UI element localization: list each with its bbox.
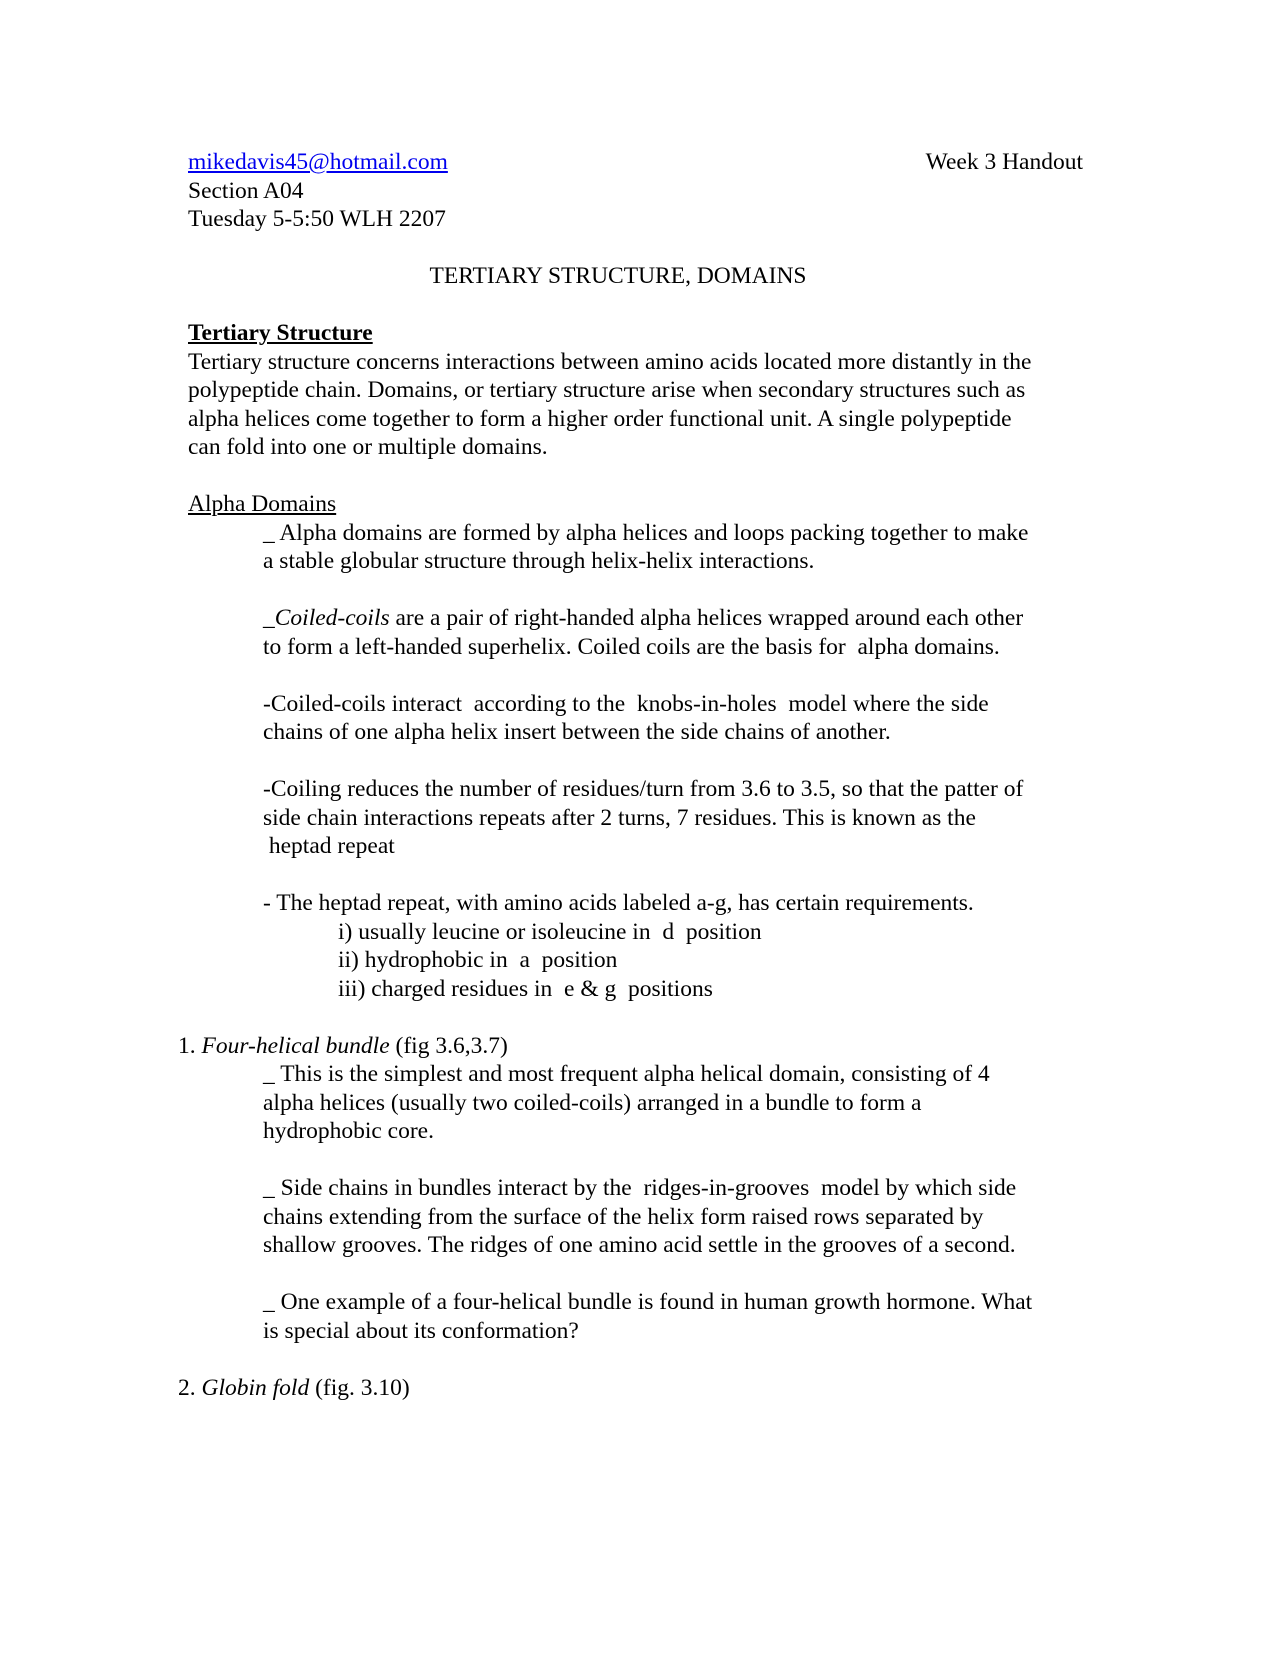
tertiary-paragraph bbox=[188, 348, 1088, 462]
text-line: can fold into one or multiple domains. bbox=[188, 434, 548, 460]
section-label: Section A04 bbox=[188, 177, 304, 204]
figure-ref: (fig. 3.10) bbox=[309, 1374, 410, 1401]
text-line: _ Side chains in bundles interact by the ridges-in-grooves model by which side bbox=[263, 1175, 1017, 1201]
text-line: Tertiary structure concerns interactions between amino acids located more distantly in the bbox=[188, 348, 1032, 375]
text-line: _ This is the simplest and most frequent alpha helical domain, consisting of 4 bbox=[263, 1061, 990, 1087]
globin-name: Globin fold bbox=[201, 1374, 310, 1401]
text-line: a stable globular structure through helix-helix interactions. bbox=[263, 548, 815, 574]
four-helical-point-1 bbox=[188, 1060, 1073, 1146]
globin-heading bbox=[178, 1374, 1088, 1403]
text-line: is special about its conformation? bbox=[263, 1317, 579, 1344]
item-number: 1. bbox=[178, 1032, 202, 1059]
alpha-point-coiling bbox=[188, 775, 1073, 861]
week-label: Week 3 Handout bbox=[925, 149, 1083, 175]
tertiary-heading: Tertiary Structure bbox=[188, 320, 373, 346]
text-line: alpha helices come together to form a higher order functional unit. A single polypeptide bbox=[188, 405, 1012, 432]
four-helical-point-3 bbox=[188, 1288, 1073, 1345]
requirement-item: i) usually leucine or isoleucine in d position bbox=[338, 918, 762, 945]
bullet-prefix: _ bbox=[263, 605, 275, 631]
four-helical-point-2 bbox=[188, 1174, 1073, 1260]
requirement-item: ii) hydrophobic in a position bbox=[338, 947, 618, 973]
page-title: TERTIARY STRUCTURE, DOMAINS bbox=[429, 262, 807, 289]
time-location: Tuesday 5-5:50 WLH 2207 bbox=[188, 206, 446, 232]
text-line bbox=[263, 604, 1073, 633]
text-line: heptad repeat bbox=[263, 833, 395, 859]
alpha-heading: Alpha Domains bbox=[188, 491, 337, 517]
alpha-point-1 bbox=[188, 519, 1073, 576]
alpha-point-heptad bbox=[188, 889, 1073, 1003]
four-helical-heading bbox=[178, 1032, 1088, 1061]
text-line: - The heptad repeat, with amino acids labeled a-g, has certain requirements. bbox=[263, 890, 974, 916]
text-line: side chain interactions repeats after 2 turns, 7 residues. This is known as the bbox=[263, 804, 976, 831]
text-line: -Coiled-coils interact according to the knobs-in-holes model where the side bbox=[263, 690, 989, 717]
text-line: to form a left-handed superhelix. Coiled coils are the basis for alpha domains. bbox=[263, 633, 1000, 660]
text-line: _ Alpha domains are formed by alpha helices and loops packing together to make bbox=[263, 519, 1029, 546]
text-line: -Coiling reduces the number of residues/turn from 3.6 to 3.5, so that the patter of bbox=[263, 776, 1024, 802]
text-line: chains extending from the surface of the helix form raised rows separated by bbox=[263, 1203, 984, 1230]
alpha-point-coiled-coils bbox=[188, 604, 1073, 661]
alpha-point-knobs bbox=[188, 690, 1073, 747]
text-fragment: are a pair of right-handed alpha helices wrapped around each other bbox=[389, 605, 1024, 631]
text-line: alpha helices (usually two coiled-coils) arranged in a bundle to form a bbox=[263, 1089, 922, 1116]
text-line: _ One example of a four-helical bundle is found in human growth hormone. What bbox=[263, 1289, 1033, 1315]
header-row bbox=[188, 148, 1088, 177]
term-coiled-coils: Coiled-coils bbox=[274, 605, 390, 631]
text-line: hydrophobic core. bbox=[263, 1118, 434, 1144]
email-link[interactable]: mikedavis45@hotmail.com bbox=[188, 149, 448, 175]
text-line: polypeptide chain. Domains, or tertiary structure arise when secondary structures such as bbox=[188, 377, 1026, 403]
item-number: 2. bbox=[178, 1374, 202, 1401]
figure-ref: (fig 3.6,3.7) bbox=[389, 1032, 508, 1059]
four-helical-name: Four-helical bundle bbox=[201, 1032, 390, 1059]
text-line: chains of one alpha helix insert between the side chains of another. bbox=[263, 719, 891, 745]
handout-page bbox=[178, 148, 1088, 1402]
text-line: shallow grooves. The ridges of one amino acid settle in the grooves of a second. bbox=[263, 1232, 1016, 1258]
requirement-item: iii) charged residues in e & g positions bbox=[338, 975, 713, 1002]
